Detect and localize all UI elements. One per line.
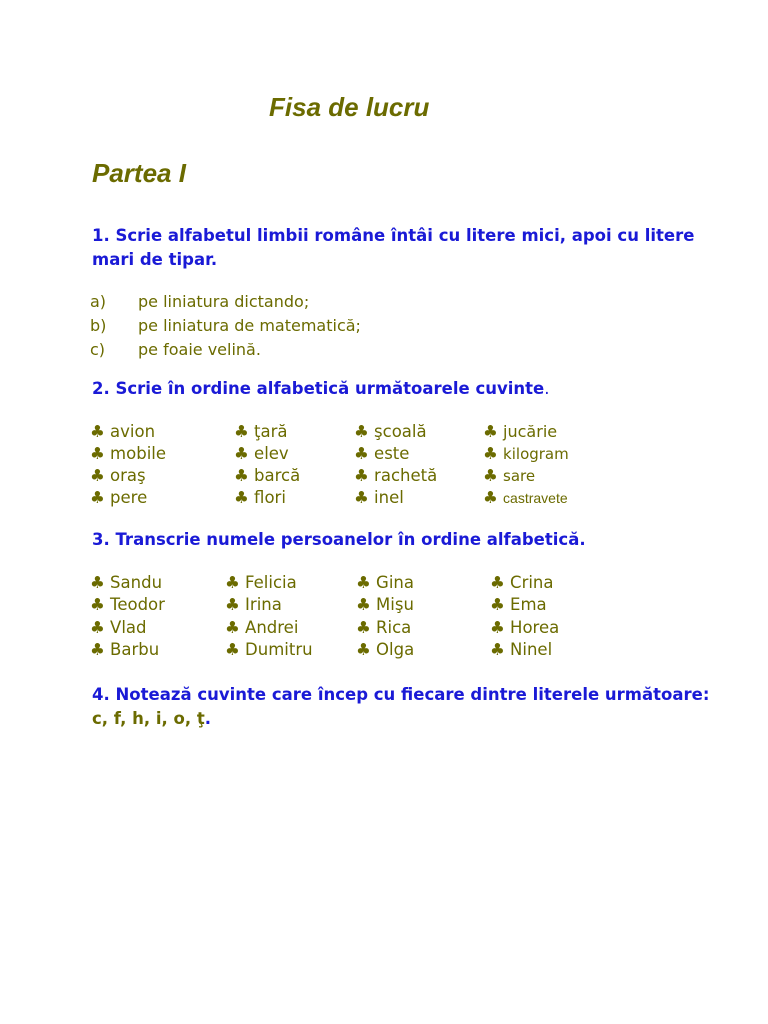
grid-word: Ninel [510,639,553,659]
question-4-dot: . [204,709,212,728]
club-icon: ♣ [234,488,249,507]
club-icon: ♣ [356,617,371,637]
grid-cell [225,618,298,637]
grid-word: oraş [110,466,146,485]
grid-word: Irina [245,595,282,615]
grid-cell [356,618,411,637]
grid-cell [90,573,162,592]
grid-cell [490,595,547,614]
question-3-text: 3. Transcrie numele persoanelor în ordine alfabetică. [92,530,586,549]
club-icon: ♣ [483,488,498,507]
grid-cell [483,422,557,441]
grid-word: Olga [376,639,415,659]
grid-word: jucărie [503,422,558,441]
question-3 [92,528,712,552]
grid-cell [225,573,297,592]
grid-word: şcoală [374,422,427,441]
grid-cell [234,444,289,463]
club-icon: ♣ [90,488,105,507]
item-text: pe liniatura de matematică; [138,316,361,335]
grid-word: Andrei [245,617,299,637]
grid-cell [90,618,147,637]
club-icon: ♣ [356,595,371,615]
club-icon: ♣ [354,444,369,463]
club-icon: ♣ [225,617,240,637]
grid-cell [90,488,147,507]
grid-cell [354,422,427,441]
list-item [90,314,361,338]
grid-cell [90,640,159,659]
grid-word: ţară [254,422,288,441]
club-icon: ♣ [90,422,105,441]
club-icon: ♣ [354,422,369,441]
part-heading: Partea I [92,158,186,188]
grid-word: este [374,444,410,463]
grid-cell [356,595,414,614]
club-icon: ♣ [483,422,498,441]
grid-word: barcă [254,466,301,485]
list-item [90,290,361,314]
item-text: pe liniatura dictando; [138,292,310,311]
club-icon: ♣ [234,466,249,485]
club-icon: ♣ [234,422,249,441]
question-2-text: 2. Scrie în ordine alfabetică următoarele cuvinte [92,379,545,398]
grid-cell [225,640,313,659]
grid-cell [234,488,286,507]
grid-word: Teodor [110,595,165,615]
grid-word: Gina [376,573,414,592]
question-1-number: 1. [92,226,110,245]
grid-word: Ema [510,595,547,615]
grid-cell [354,466,437,485]
club-icon: ♣ [90,639,105,659]
club-icon: ♣ [483,444,498,463]
grid-cell [90,444,166,463]
grid-cell [490,573,554,592]
question-4 [92,683,712,731]
grid-word: Barbu [110,639,160,659]
grid-word: Crina [510,573,554,592]
grid-word: avion [110,422,156,441]
club-icon: ♣ [490,639,505,659]
question-2 [92,377,712,401]
question-4-letters: c, f, h, i, o, ţ [92,709,205,728]
list-item [90,338,361,362]
question-4-text: 4. Notează cuvinte care încep cu fiecare dintre literele următoare: [92,685,710,704]
grid-word: Vlad [110,617,147,637]
grid-cell [225,595,282,614]
grid-cell [356,640,414,659]
club-icon: ♣ [483,466,498,485]
grid-word: Dumitru [245,639,313,659]
club-icon: ♣ [225,595,240,615]
grid-cell [90,595,165,614]
grid-word: castravete [503,490,568,506]
club-icon: ♣ [90,466,105,485]
grid-cell [354,444,409,463]
grid-word: Sandu [110,573,163,592]
question-1 [92,224,712,272]
document-title: Fisa de lucru [269,92,430,122]
grid-cell [483,466,535,485]
grid-cell [234,422,288,441]
club-icon: ♣ [490,573,505,592]
grid-word: Felicia [245,573,297,592]
question-1-items [90,290,361,362]
question-2-dot: . [544,379,550,398]
grid-cell [490,618,559,637]
grid-cell [90,422,155,441]
item-text: pe foaie velină. [138,340,261,359]
grid-cell [483,488,568,507]
club-icon: ♣ [490,595,505,615]
grid-word: Rica [376,617,412,637]
item-label: c) [90,340,106,359]
item-label: a) [90,292,107,311]
grid-cell [490,640,552,659]
grid-word: rachetă [374,466,438,485]
club-icon: ♣ [354,466,369,485]
grid-cell [234,466,300,485]
grid-cell [354,488,404,507]
grid-word: elev [254,444,289,463]
club-icon: ♣ [90,573,105,592]
club-icon: ♣ [234,444,249,463]
grid-word: inel [374,488,404,507]
grid-word: Horea [510,617,560,637]
grid-word: Mişu [376,595,414,615]
grid-word: sare [503,467,536,485]
grid-word: kilogram [503,445,569,463]
grid-cell [356,573,414,592]
item-label: b) [90,316,107,335]
grid-cell [483,444,569,463]
club-icon: ♣ [356,573,371,592]
club-icon: ♣ [90,444,105,463]
question-1-text: Scrie alfabetul limbii române întâi cu litere mici, apoi cu litere mari de tipar. [92,226,695,269]
club-icon: ♣ [490,617,505,637]
grid-word: mobile [110,444,167,463]
club-icon: ♣ [225,573,240,592]
club-icon: ♣ [90,595,105,615]
club-icon: ♣ [90,617,105,637]
club-icon: ♣ [354,488,369,507]
grid-cell [90,466,146,485]
club-icon: ♣ [225,639,240,659]
club-icon: ♣ [356,639,371,659]
grid-word: flori [254,488,286,507]
grid-word: pere [110,488,148,507]
